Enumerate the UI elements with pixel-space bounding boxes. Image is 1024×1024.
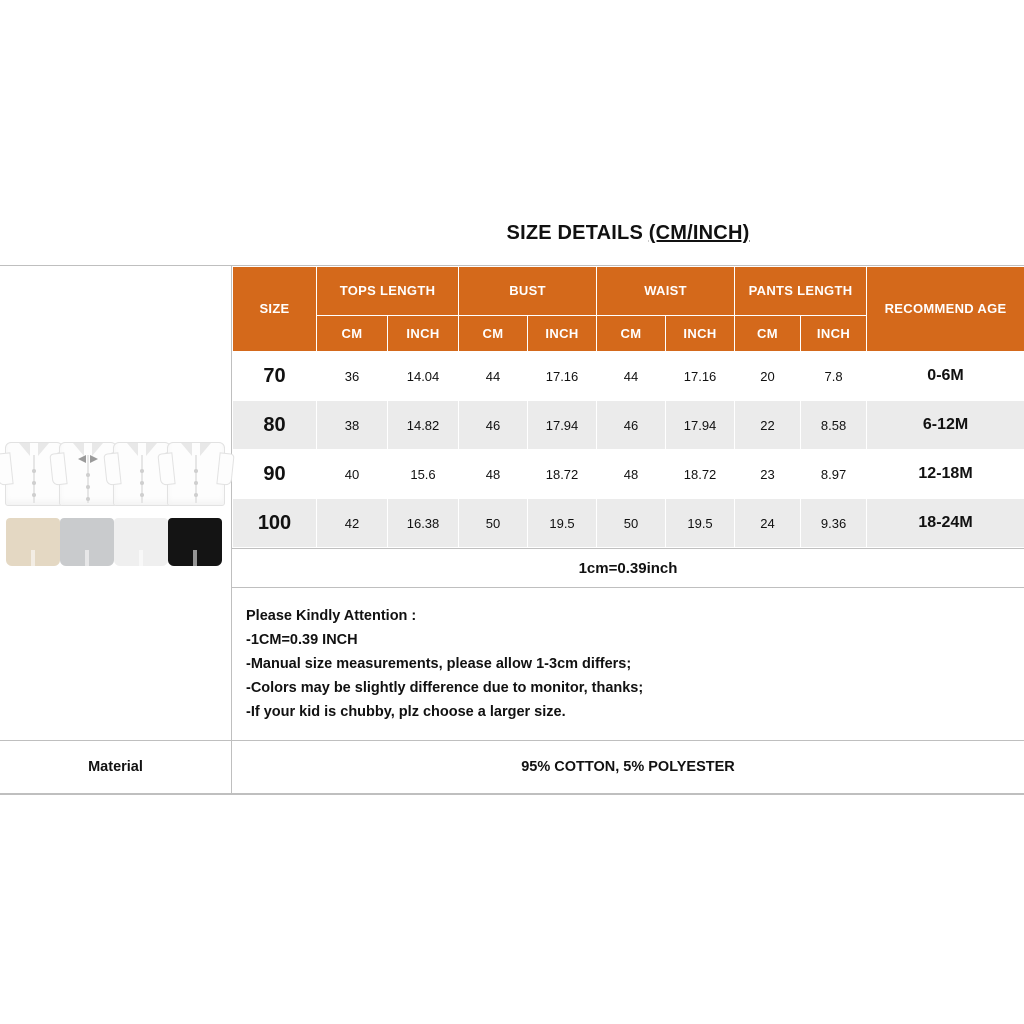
cell-waist-inch: 19.5 [666, 499, 735, 548]
header-bust-inch: INCH [528, 316, 597, 352]
header-pants-cm: CM [735, 316, 801, 352]
attention-line-1: -1CM=0.39 INCH [246, 632, 358, 648]
cell-size: 90 [233, 450, 317, 499]
attention-notes [232, 588, 1024, 740]
shirt-button [140, 493, 144, 497]
title-prefix: SIZE DETAILS [506, 222, 649, 244]
sleeve-left [103, 452, 121, 485]
cell-age: 6-12M [867, 401, 1024, 450]
size-table-cell [232, 266, 1024, 588]
chart-top-row [0, 266, 1024, 588]
attention-line-2: -Manual size measurements, please allow 1-3cm differs; [246, 656, 632, 672]
cell-pants-inch: 8.58 [801, 401, 867, 450]
cell-pants-inch: 8.97 [801, 450, 867, 499]
collar-right [38, 443, 49, 456]
cell-age: 12-18M [867, 450, 1024, 499]
chart-block [0, 265, 1024, 795]
cell-pants-inch: 9.36 [801, 499, 867, 548]
collar-left [127, 443, 138, 456]
cell-tops-inch: 15.6 [388, 450, 459, 499]
header-bust-cm: CM [459, 316, 528, 352]
shirt-button [86, 497, 90, 501]
shirt-button [32, 469, 36, 473]
cell-bust-inch: 19.5 [528, 499, 597, 548]
page-title [232, 222, 1024, 245]
cell-waist-cm: 46 [597, 401, 666, 450]
collar-right [200, 443, 211, 456]
outfit-black [164, 438, 226, 566]
cell-pants-cm: 23 [735, 450, 801, 499]
shorts-grey [60, 518, 114, 566]
header-waist-cm: CM [597, 316, 666, 352]
cell-size: 80 [233, 401, 317, 450]
shirt-button [194, 481, 198, 485]
cell-size: 70 [233, 352, 317, 401]
product-photo [0, 431, 232, 566]
cell-tops-cm: 40 [317, 450, 388, 499]
material-row [0, 741, 1024, 794]
attention-left-spacer [0, 588, 232, 740]
shirt-button [86, 485, 90, 489]
cell-bust-inch: 17.16 [528, 352, 597, 401]
cell-tops-cm: 36 [317, 352, 388, 401]
table-row [233, 352, 1024, 401]
cell-tops-cm: 42 [317, 499, 388, 548]
shorts-black [168, 518, 222, 566]
cell-waist-cm: 44 [597, 352, 666, 401]
table-row [233, 450, 1024, 499]
cell-size: 100 [233, 499, 317, 548]
cell-bust-cm: 48 [459, 450, 528, 499]
shirt-button [140, 469, 144, 473]
table-row [233, 401, 1024, 450]
title-underlined: (CM/INCH) [648, 222, 750, 244]
collar-left [19, 443, 30, 456]
shorts-beige [6, 518, 60, 566]
cell-bust-cm: 44 [459, 352, 528, 401]
conversion-note: 1cm=0.39inch [232, 548, 1024, 588]
shirt-button [32, 493, 36, 497]
cell-age: 18-24M [867, 499, 1024, 548]
collar-right [146, 443, 157, 456]
product-image-cell [0, 266, 232, 588]
cell-age: 0-6M [867, 352, 1024, 401]
cell-bust-cm: 50 [459, 499, 528, 548]
shirt-button [194, 469, 198, 473]
table-header-row-top [233, 267, 1024, 316]
cell-tops-inch: 14.04 [388, 352, 459, 401]
header-tops-inch: INCH [388, 316, 459, 352]
cell-waist-inch: 17.94 [666, 401, 735, 450]
header-recommend-age: RECOMMEND AGE [867, 267, 1024, 352]
table-row [233, 499, 1024, 548]
attention-line-3: -Colors may be slightly difference due to monitor, thanks; [246, 680, 644, 696]
cell-waist-cm: 50 [597, 499, 666, 548]
cell-waist-inch: 17.16 [666, 352, 735, 401]
size-table [232, 266, 1024, 548]
header-tops-cm: CM [317, 316, 388, 352]
cell-pants-cm: 22 [735, 401, 801, 450]
header-pants-length: PANTS LENGTH [735, 267, 867, 316]
shirt-button [32, 481, 36, 485]
sleeve-left [157, 452, 175, 485]
shorts-white [114, 518, 168, 566]
page-title-text [507, 222, 750, 245]
attention-line-4: -If your kid is chubby, plz choose a larger size. [246, 704, 566, 720]
attention-row [0, 588, 1024, 741]
shirt-placket [87, 455, 89, 503]
header-bust: BUST [459, 267, 597, 316]
sleeve-right [216, 452, 234, 485]
cell-tops-cm: 38 [317, 401, 388, 450]
cell-bust-inch: 18.72 [528, 450, 597, 499]
shirt-button [140, 481, 144, 485]
cell-pants-inch: 7.8 [801, 352, 867, 401]
header-tops-length: TOPS LENGTH [317, 267, 459, 316]
material-value: 95% COTTON, 5% POLYESTER [521, 759, 735, 775]
collar-left [181, 443, 192, 456]
header-pants-inch: INCH [801, 316, 867, 352]
cell-waist-cm: 48 [597, 450, 666, 499]
shirt-button [194, 493, 198, 497]
header-waist: WAIST [597, 267, 735, 316]
header-size: SIZE [233, 267, 317, 352]
cell-tops-inch: 16.38 [388, 499, 459, 548]
header-waist-inch: INCH [666, 316, 735, 352]
shirt-button [86, 473, 90, 477]
cell-pants-cm: 20 [735, 352, 801, 401]
cell-tops-inch: 14.82 [388, 401, 459, 450]
cell-bust-inch: 17.94 [528, 401, 597, 450]
attention-heading: Please Kindly Attention : [246, 608, 417, 624]
material-label: Material [0, 741, 232, 793]
cell-waist-inch: 18.72 [666, 450, 735, 499]
cell-bust-cm: 46 [459, 401, 528, 450]
shirt-white [167, 442, 225, 506]
sleeve-left [0, 452, 14, 485]
cell-pants-cm: 24 [735, 499, 801, 548]
sleeve-left [49, 452, 67, 485]
